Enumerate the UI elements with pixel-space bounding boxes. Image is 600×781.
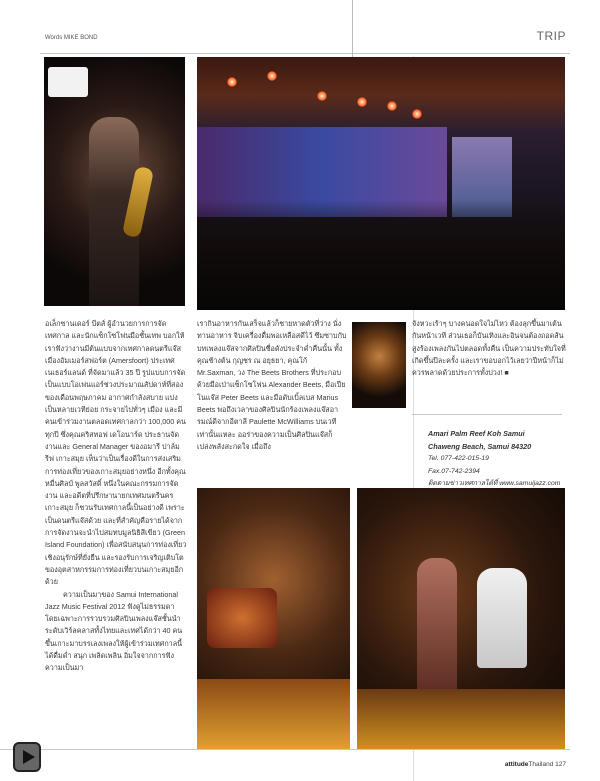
venue-address: Chaweng Beach, Samui 84320 — [428, 441, 532, 451]
paragraph: จังหวะเร้าๆ บางคนอดใจไม่ไหว ต้องลุกขึ้นมาเต้นกันหน้าเวที ส่วนเธอก็บันเทิงและอินจนต้องถอดส้นสูงร้องเพลงกันไปตลอดทั้งคืน เป็นความประทับใจที่เกิดขึ้นปีละครั้ง และเราขอบอกไว้เลยว่าปีหน้าก็ไม่ควรพลาดด้วยประการทั้งปวง! ■ — [412, 319, 566, 378]
byline: Words MIKE BOND — [45, 35, 98, 41]
paragraph: ความเป็นมาของ Samui International Jazz Music Festival 2012 ฟังดูไม่ธรรมดา โดยเฉพาะการรวบรวมศิลปินเพลงแจ๊สชั้นนำระดับเวิร์ลคลาสทั้งไทยและเทศได้กว่า 40 คน ขึ้นเกาะมาบรรเลงเพลงให้ผู้เข้าร่วมเทศกาลนี้ได้ดื่มด่ำ สนุก เพลิดเพลิน อิ่มใจจากการฟังความเป็นมา — [45, 589, 183, 673]
paragraph: เรากินอาหารกันเสร็จแล้วก็ชายหาดตัวที่ว่าง นั่งทานอาหาร จิบเครื่องดื่มพอเหลือสดีไว้ ซึมซาบกับบทเพลงแจ๊สจากศิลปินชื่อดังประจำค่ำคืนนั้น ทั้งคุณช้างต้น กุญชร ณ อยุธยา, คุณโก้ Mr.Saxman, วง The Beets Brothers ที่ประกอบด้วยมือเป่าแซ็กโซโฟน Alexander Beets, มือเปียโนแจ๊ส Peter Beets และมือดับเบิ้ลเบส Marius Beets พอถึงเวลาของศิลปินนักร้องเพลงแจ๊สอารมณ์ดีจากอีตาลี Paulette McWilliams บนเวทีเท่านั้นแหละ ออร่าของความเป็นศิลปินแจ๊สก็เปล่งพลังสะกดใจ เมื่อถึง — [197, 319, 347, 451]
paragraph: อเล็กซานเดอร์ บีตส์ ผู้อำนวยการการจัดเทศกาล และนักแซ็กโซโฟนมือชั้นเทพ บอกให้เราฟังว่างานมีต้นแบบจากเทศกาลดนตรีแจ๊สเมืองอัมเมอร์สฟอร์ต (Amersfoort) ประเทศเนเธอร์แลนด์ ที่จัดมาแล้ว 35 ปี รูปแบบการจัดเป็นแบบโอเพ่นแอร์ช่วงประมาณสัปดาห์ที่สองของเดือนพฤษภาคม อากาศกำลังสบาย แบ่งเป็นหลายเวทีย่อย กระจายไปทั่วๆ เมือง และมีคนเข้าร่วมงานตลอดเทศกาลกว่า 100,000 คนทุกปี ซึ่งคุณคริสทอฟ เดโอนาร์ด ประธานจัดงานและ General Manager ของอมารี ปาล์มรีฟ เกาะสมุย เห็นว่าเป็นเรื่องดีในการส่งเสริมการท่องเที่ยวของเกาะสมุยอย่างหนึ่ง อีกทั้งคุณหมื่นศิลป์ พูลสวัสดิ์ หนึ่งในคณะกรรมการจัดงาน และอดีตที่ปรึกษานายกเทศมนตรีนครเกาะสมุย ก็ชวนรับเทศกาลนี้เป็นอย่างดี เพราะเป็นดนตรีแจ๊สด้วย และที่สำคัญคือรายได้จากการจัดงานจะนำไปสมทบมูลนิธิสีเขียว (Green Island Foundation) เพื่อสนับสนุนการท่องเที่ยวเชิงอนุรักษ์ที่ยั่งยืน และรองรับการเจริญเติบโตของอุตสาหกรรมการท่องเที่ยวบนเกาะสมุยอีกด้วย — [45, 319, 187, 587]
article-column-3 — [412, 318, 567, 379]
fold-line — [352, 0, 353, 58]
page-number: 127 — [555, 761, 566, 768]
article-column-1 — [45, 318, 187, 675]
footer-rule — [0, 749, 570, 750]
photo-festival-stage-crowd — [197, 57, 565, 310]
article-column-2 — [197, 318, 347, 453]
contact-info — [428, 428, 568, 491]
header-rule — [40, 53, 570, 54]
play-button[interactable] — [13, 742, 41, 772]
photo-saxophonist — [44, 57, 185, 306]
telephone: Tel. 077-422-015-19 — [428, 455, 489, 462]
brand-suffix: Thailand — [528, 761, 554, 768]
contact-rule — [412, 414, 562, 415]
photo-percussionist — [197, 488, 350, 749]
venue-name: Amari Palm Reef Koh Samui — [428, 429, 525, 438]
page-folio — [505, 761, 566, 768]
photo-singer-and-band — [357, 488, 565, 749]
fax: Fax.07-742-2394 — [428, 467, 480, 475]
section-title: TRIP — [536, 29, 566, 43]
website-note: ติดตามข่าวเทศกาลได้ที่ www.samuijazz.com — [428, 480, 561, 487]
brand-name: attitude — [504, 761, 529, 768]
photo-trumpeter — [352, 322, 406, 408]
